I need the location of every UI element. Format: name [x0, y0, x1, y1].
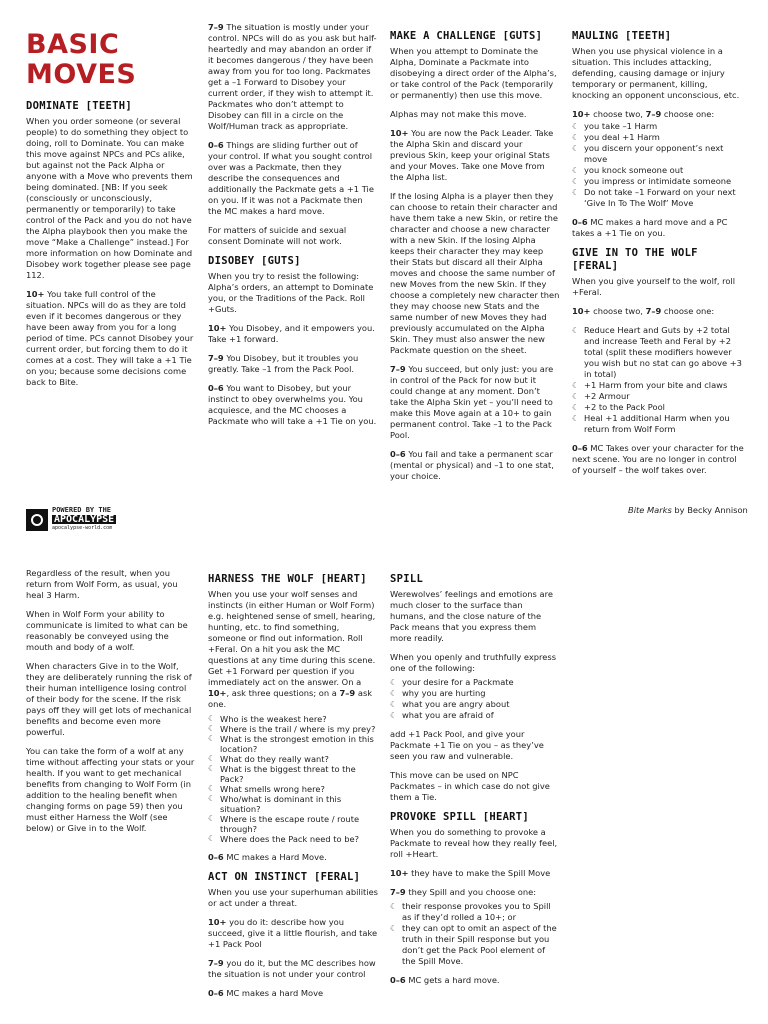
- list-item: ☾ +1 Harm from your bite and claws: [572, 380, 744, 391]
- spill-options: [390, 677, 560, 721]
- wolf-form-p4: You can take the form of a wolf at any time without affecting your stats or your health. If you want to get mechanical benefits from changing to Wolf Form (in addition to the healing benefit when changing forms on page 59) then you must either Harness the Wolf (see below) or Give in to the Wolf.: [26, 746, 195, 833]
- spill-description: Werewolves’ feelings and emotions are much closer to the surface than humans, and the close nature of the Pack means that you express them more readily.: [390, 589, 553, 643]
- page-title: BASIC MOVES: [26, 29, 137, 90]
- powered-by-apocalypse-logo: [26, 506, 116, 533]
- harness-result-0-6: 0–6 MC makes a Hard Move.: [208, 852, 327, 862]
- list-item: ☾ why you are hurting: [390, 688, 560, 699]
- provoke-result-10: 10+ they have to make the Spill Move: [390, 868, 551, 878]
- list-item: ☾ what you are afraid of: [390, 710, 560, 721]
- move-title-instinct: ACT ON INSTINCT [FERAL]: [208, 871, 361, 883]
- list-item: ☾ What do they really want?: [208, 754, 378, 764]
- wolf-form-p3: When characters Give in to the Wolf, they are deliberately running the risk of their human intelligence losing control of their body for the scene. If the risk pays off they will get lots of mechanical benefits and become even more powerful.: [26, 661, 192, 737]
- move-title-challenge: MAKE A CHALLENGE [GUTS]: [390, 30, 543, 42]
- list-item: ☾ +2 to the Pack Pool: [572, 402, 744, 413]
- column-mauling: [572, 30, 744, 484]
- disobey-description: When you try to resist the following: Alpha’s orders, an attempt to Dominate you, or the Traditions of the Pack. Roll +Guts.: [208, 271, 374, 314]
- list-item: ☾ you take –1 Harm: [572, 121, 744, 132]
- list-item: ☾ Where is the escape route / route through?: [208, 814, 378, 834]
- challenge-description: When you attempt to Dominate the Alpha, Dominate a Packmate into disobeying a direct order of the Alpha’s, or take control of the Pack (temporarily or permanently) then use this move.: [390, 46, 557, 100]
- list-item: ☾ what you are angry about: [390, 699, 560, 710]
- spill-npc-note: This move can be used on NPC Packmates – in which case do not give them a Tie.: [390, 770, 550, 802]
- list-item: ☾ Where is the trail / where is my prey?: [208, 724, 378, 734]
- move-title-give-in: GIVE IN TO THE WOLF [FERAL]: [572, 247, 698, 272]
- instinct-result-0-6: 0–6 MC makes a hard Move: [208, 988, 324, 998]
- harness-questions: [208, 714, 378, 844]
- instinct-result-7-9: 7–9 you do it, but the MC describes how the situation is not under your control: [208, 958, 376, 979]
- mauling-choose: 10+ choose two, 7–9 choose one:: [572, 109, 715, 119]
- list-item: ☾ they can opt to omit an aspect of the truth in their Spill response but you don’t get the Pack Pool element of the Spill Move.: [390, 923, 560, 967]
- spill-trigger: When you openly and truthfully express one of the following:: [390, 652, 557, 673]
- move-title-mauling: MAULING [TEETH]: [572, 30, 672, 42]
- harness-description: When you use your wolf senses and instincts (in either Human or Wolf Form) e.g. heightened sense of smell, hearing, hunting, etc. to find something, someone or find out information. Roll +Feral. On a hit you ask the MC questions at any time during this scene. Get +1 Forward per question if you immediately act on the answer. On a 10+, ask three questions; on a 7–9 ask one.: [208, 589, 376, 709]
- list-item: ☾ +2 Armour: [572, 391, 744, 402]
- list-item: ☾ What smells wrong here?: [208, 784, 378, 794]
- list-item: ☾ you deal +1 Harm: [572, 132, 744, 143]
- provoke-options: [390, 901, 560, 967]
- challenge-result-10: 10+ You are now the Pack Leader. Take the Alpha Skin and discard your previous Skin, keep your original Stats and your Moves. Take one Move from the Alpha list.: [390, 128, 554, 182]
- challenge-result-0-6: 0–6 You fail and take a permanent scar (mental or physical) and –1 to one stat, your choice.: [390, 449, 554, 481]
- column-wolf-form: [26, 568, 196, 842]
- list-item: ☾ What is the biggest threat to the Pack?: [208, 764, 378, 784]
- move-title-spill: SPILL: [390, 573, 424, 585]
- list-item: ☾ Heal +1 additional Harm when you return from Wolf Form: [572, 413, 744, 435]
- challenge-losing-alpha: If the losing Alpha is a player then they can choose to retain their character and have them take a new Skin, or retire the character and choose a new character with a new Skin. If the losing Alpha keeps their character they may keep their Stats but discard all their Alpha moves and choose the same number of new Moves from the new Skin. If they choose a completely new character then they may choose new Stats and the same number of new Moves they had previously accumulated on the Alpha Skin. They must also answer the new Packmate question on the sheet.: [390, 191, 560, 355]
- spill-effect: add +1 Pack Pool, and give your Packmate +1 Tie on you – as they’ve seen you raw and vulnerable.: [390, 729, 544, 761]
- dominate-result-7-9: 7–9 The situation is mostly under your control. NPCs will do as you ask but half-heartedly and may abandon an order if it becomes dangerous / they have been away from you for too long. Packmates get a –1 Forward to Disobey your current order, if they wish to attempt it. Packmates who don’t attempt to Disobey can fill in a circle on the Wolf/Human track as appropriate.: [208, 22, 377, 131]
- credit-line: [628, 505, 748, 515]
- disobey-result-7-9: 7–9 You Disobey, but it troubles you greatly. Take –1 from the Pack Pool.: [208, 353, 359, 374]
- mauling-description: When you use physical violence in a situation. This includes attacking, defending, causing damage or injury temporary or permanent, killing, knocking an opponent unconscious, etc.: [572, 46, 740, 100]
- column-dominate: [26, 30, 196, 396]
- list-item: ☾ you discern your opponent’s next move: [572, 143, 744, 165]
- list-item: ☾ you knock someone out: [572, 165, 744, 176]
- dominate-result-0-6: 0–6 Things are sliding further out of your control. If what you sought control over was a Packmate, then they describe the consequences and additionally the Packmate gets a +1 Tie on you. If it was not a Packmate then the MC makes a hard move.: [208, 140, 374, 216]
- column-dominate-cont: [208, 22, 378, 435]
- dominate-note: For matters of suicide and sexual consent Dominate will not work.: [208, 225, 347, 246]
- challenge-result-7-9: 7–9 You succeed, but only just: you are in control of the Pack for now but it could change at any moment. Don’t take the Alpha Skin yet – you’ll need to make this Move again at a 10+ to gain permanent control. Take –1 to the Pack Pool.: [390, 364, 554, 440]
- provoke-result-7-9: 7–9 they Spill and you choose one:: [390, 887, 536, 897]
- list-item: ☾ Who is the weakest here?: [208, 714, 378, 724]
- mauling-result-0-6: 0–6 MC makes a hard move and a PC takes a +1 Tie on you.: [572, 217, 728, 238]
- dominate-description: When you order someone (or several people) to do something they object to doing, roll to Dominate. You can make this move against NPCs and PCs alike, but against not the Pack Alpha or anyone with a Move who prevents them being dominated. [NB: If you seek (consciously or unconsciously, permanently or temporarily) to take control of the Pack and you do not have the Alpha playbook then you make the move “Make a Challenge” instead.] For more information on how Dominate and Disobey work together please see page 112.: [26, 116, 193, 280]
- apocalypse-emblem-icon: [26, 509, 48, 531]
- list-item: ☾ you impress or intimidate someone: [572, 176, 744, 187]
- column-harness: [208, 573, 378, 1007]
- move-title-dominate: DOMINATE [TEETH]: [26, 100, 132, 112]
- mauling-options: [572, 121, 744, 209]
- move-title-provoke: PROVOKE SPILL [HEART]: [390, 811, 530, 823]
- give-in-result-0-6: 0–6 MC Takes over your character for the next scene. You are no longer in control of yourself – the wolf takes over.: [572, 443, 744, 475]
- instinct-result-10: 10+ you do it: describe how you succeed, give it a little flourish, and take +1 Pack Pool: [208, 917, 378, 949]
- list-item: ☾ their response provokes you to Spill as if they’d rolled a 10+; or: [390, 901, 560, 923]
- move-title-harness: HARNESS THE WOLF [HEART]: [208, 573, 367, 585]
- list-item: ☾ Where does the Pack need to be?: [208, 834, 378, 844]
- list-item: ☾ your desire for a Packmate: [390, 677, 560, 688]
- give-in-choose: 10+ choose two, 7–9 choose one:: [572, 306, 715, 316]
- wolf-form-p1: Regardless of the result, when you return from Wolf Form, as usual, you heal 3 Harm.: [26, 568, 178, 600]
- challenge-note: Alphas may not make this move.: [390, 109, 527, 119]
- provoke-description: When you do something to provoke a Packmate to reveal how they really feel, roll +Heart.: [390, 827, 558, 859]
- dominate-result-10: 10+ You take full control of the situation. NPCs will do as they are told even if it becomes dangerous or they have been away from you for a long period of time. PCs cannot Disobey your current order, but forcing them to do it comes at a cost. They will take a +1 Tie on you; because some decisions come back to Bite.: [26, 289, 194, 387]
- give-in-description: When you give yourself to the wolf, roll +Feral.: [572, 276, 736, 297]
- list-item: ☾ Do not take –1 Forward on your next ‘Give In To The Wolf’ Move: [572, 187, 744, 209]
- list-item: ☾ What is the strongest emotion in this location?: [208, 734, 378, 754]
- column-spill: [390, 573, 560, 994]
- column-challenge: [390, 30, 560, 490]
- disobey-result-0-6: 0–6 You want to Disobey, but your instinct to obey overwhelms you. You acquiesce, and the MC chooses a Packmate who will take a +1 Tie on you.: [208, 383, 377, 426]
- list-item: ☾ Who/what is dominant in this situation?: [208, 794, 378, 814]
- wolf-form-p2: When in Wolf Form your ability to communicate is limited to what can be reasonably be conveyed using the mouth and body of a wolf.: [26, 609, 188, 652]
- logo-line-1: POWERED BY THE: [52, 506, 112, 514]
- logo-line-2: APOCALYPSE: [54, 514, 115, 525]
- give-in-options: [572, 325, 744, 435]
- move-title-disobey: DISOBEY [GUTS]: [208, 255, 301, 267]
- list-item: ☾ Reduce Heart and Guts by +2 total and increase Teeth and Feral by +2 total (split these modifiers however you wish but no stat can go above +3 in total): [572, 325, 744, 380]
- disobey-result-10: 10+ You Disobey, and it empowers you. Take +1 forward.: [208, 323, 375, 344]
- logo-line-3: apocalypse-world.com: [52, 525, 113, 531]
- credit-title: Bite Marks: [628, 505, 672, 515]
- credit-author: by Becky Annison: [671, 505, 748, 515]
- provoke-result-0-6: 0–6 MC gets a hard move.: [390, 975, 500, 985]
- instinct-description: When you use your superhuman abilities or act under a threat.: [208, 887, 379, 908]
